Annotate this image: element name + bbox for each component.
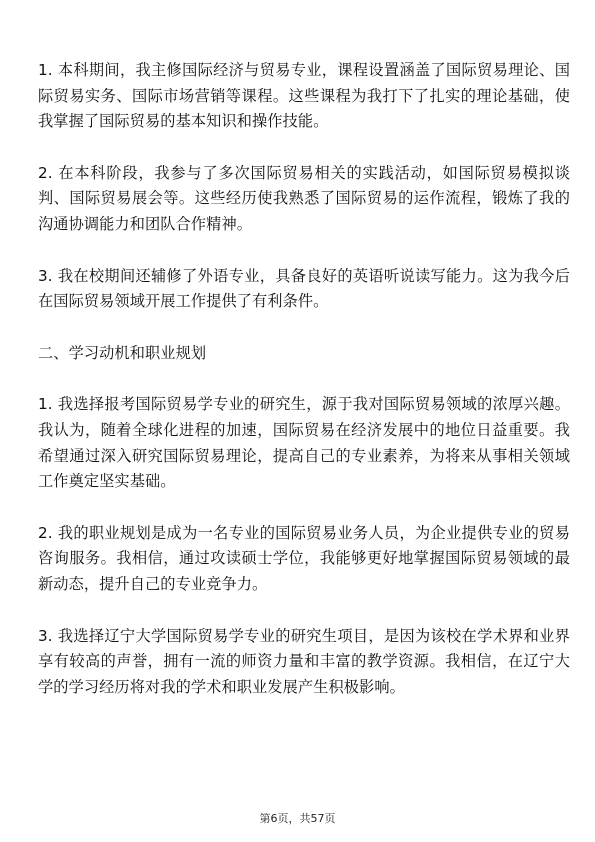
page-content [38,58,570,726]
paragraph-4: 1. 我选择报考国际贸易学专业的研究生，源于我对国际贸易领域的浓厚兴趣。我认为，随着全球化进程的加速，国际贸易在经济发展中的地位日益重要。我希望通过深入研究国际贸易理论，提高自己的专业素养，为将来从事相关领域工作奠定坚实基础。 [38,395,570,491]
paragraph-2: 2. 在本科阶段，我参与了多次国际贸易相关的实践活动，如国际贸易模拟谈判、国际贸易展会等。这些经历使我熟悉了国际贸易的运作流程，锻炼了我的沟通协调能力和团队合作精神。 [38,163,570,233]
page-number-footer: 第6页，共57页 [259,812,336,825]
paragraph-6: 3. 我选择辽宁大学国际贸易学专业的研究生项目，是因为该校在学术界和业界享有较高的声誉，拥有一流的师资力量和丰富的教学资源。我相信，在辽宁大学的学习经历将对我的学术和职业发展产生积极影响。 [38,626,570,696]
section-heading: 二、学习动机和职业规划 [38,343,207,362]
paragraph-3: 3. 我在校期间还辅修了外语专业，具备良好的英语听说读写能力。这为我今后在国际贸易领域开展工作提供了有利条件。 [38,266,570,311]
paragraph-5: 2. 我的职业规划是成为一名专业的国际贸易业务人员，为企业提供专业的贸易咨询服务。我相信，通过攻读硕士学位，我能够更好地掌握国际贸易领域的最新动态，提升自己的专业竞争力。 [38,523,570,593]
paragraph-1: 1. 本科期间，我主修国际经济与贸易专业，课程设置涵盖了国际贸易理论、国际贸易实务、国际市场营销等课程。这些课程为我打下了扎实的理论基础，使我掌握了国际贸易的基本知识和操作技能。 [38,61,570,131]
